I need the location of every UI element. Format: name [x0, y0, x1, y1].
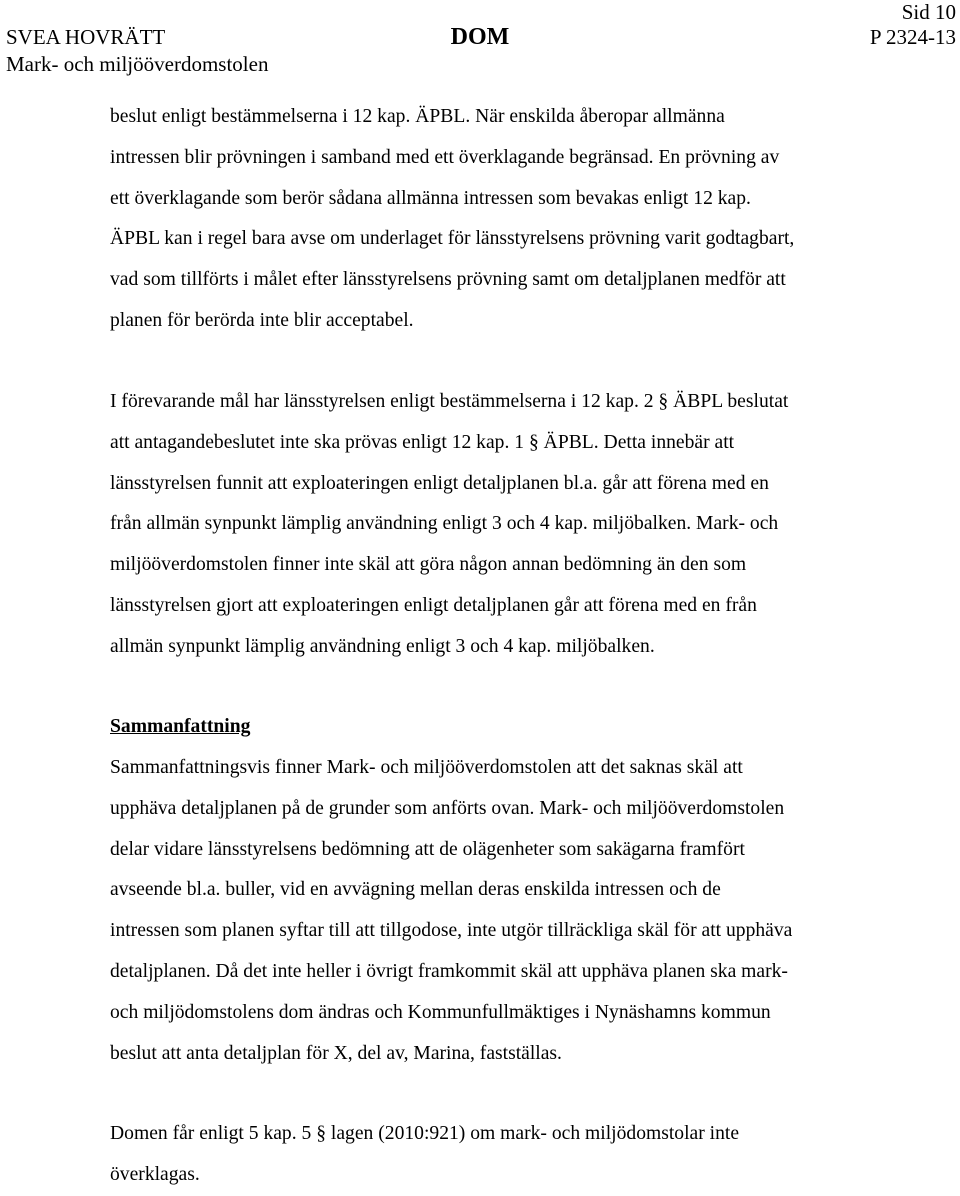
paragraph-line: upphäva detaljplanen på de grunder som anförts ovan. Mark- och miljööverdomstolen [110, 797, 785, 819]
section-heading-summary: Sammanfattning [110, 716, 251, 737]
paragraph-line: att antagandebeslutet inte ska prövas enligt 12 kap. 1 § ÄPBL. Detta innebär att [110, 431, 735, 453]
paragraph-line: ÄPBL kan i regel bara avse om underlaget för länsstyrelsens prövning varit godtagbart, [110, 228, 795, 250]
paragraph-line: intressen blir prövningen i samband med ett överklagande begränsad. En prövning av [110, 146, 780, 168]
paragraph-line: beslut att anta detaljplan för X, del av, Marina, fastställas. [110, 1042, 562, 1064]
document-type: DOM [450, 24, 510, 50]
paragraph-line: överklagas. [110, 1163, 200, 1185]
paragraph-line: Sammanfattningsvis finner Mark- och miljööverdomstolen att det saknas skäl att [110, 757, 743, 778]
paragraph-line: planen för berörda inte blir acceptabel. [110, 309, 414, 331]
court-division: Mark- och miljööverdomstolen [6, 52, 269, 76]
paragraph-appeal-note [110, 1114, 935, 1196]
paragraph-line: intressen som planen syftar till att tillgodose, inte utgör tillräckliga skäl för att upphäva [110, 920, 793, 942]
paragraph-line: allmän synpunkt lämplig användning enligt 3 och 4 kap. miljöbalken. [110, 635, 655, 657]
paragraph-summary [110, 748, 935, 1074]
paragraph-line: delar vidare länsstyrelsens bedömning att de olägenheter som sakägarna framfört [110, 838, 745, 860]
paragraph-line: vad som tillförts i målet efter länsstyrelsens prövning samt om detaljplanen medför att [110, 269, 786, 291]
paragraph-line: ett överklagande som berör sådana allmänna intressen som bevakas enligt 12 kap. [110, 187, 751, 209]
court-name: SVEA HOVRÄTT [6, 25, 166, 49]
paragraph-line: I förevarande mål har länsstyrelsen enligt bestämmelserna i 12 kap. 2 § ÄBPL beslutat [110, 391, 789, 412]
paragraph-line: länsstyrelsen gjort att exploateringen enligt detaljplanen går att förena med en från [110, 594, 757, 616]
paragraph-line: miljööverdomstolen finner inte skäl att göra någon annan bedömning än den som [110, 554, 747, 576]
paragraph-review-scope [110, 97, 935, 342]
page-number: Sid 10 [901, 0, 956, 24]
paragraph-line: detaljplanen. Då det inte heller i övrigt framkommit skäl att upphäva planen ska mark- [110, 960, 788, 982]
paragraph-line: avseende bl.a. buller, vid en avvägning mellan deras enskilda intressen och de [110, 879, 721, 901]
paragraph-line: från allmän synpunkt lämplig användning enligt 3 och 4 kap. miljöbalken. Mark- och [110, 513, 779, 535]
case-number: P 2324-13 [869, 25, 956, 49]
paragraph-line: Domen får enligt 5 kap. 5 § lagen (2010:921) om mark- och miljödomstolar inte [110, 1123, 740, 1144]
paragraph-county-decision [110, 382, 935, 668]
paragraph-line: och miljödomstolens dom ändras och Kommunfullmäktiges i Nynäshamns kommun [110, 1001, 771, 1023]
paragraph-line: beslut enligt bestämmelserna i 12 kap. ÄPBL. När enskilda åberopar allmänna [110, 106, 725, 127]
paragraph-line: länsstyrelsen funnit att exploateringen enligt detaljplanen bl.a. går att förena med en [110, 472, 769, 494]
